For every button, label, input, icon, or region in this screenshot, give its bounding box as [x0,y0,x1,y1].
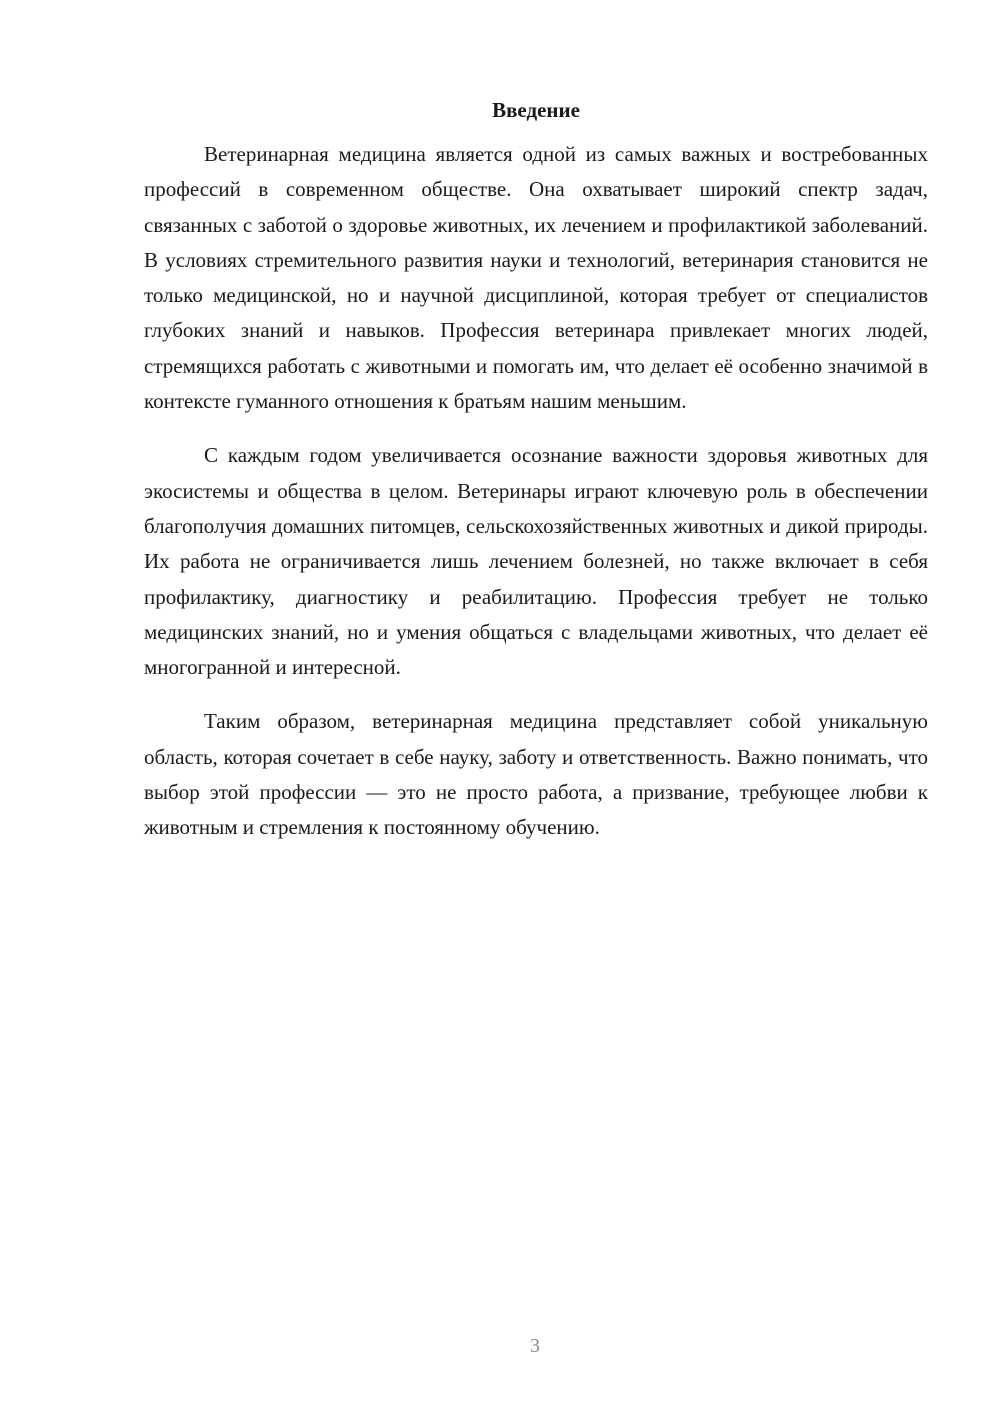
page-content [144,93,928,865]
paragraph-1: Ветеринарная медицина является одной из самых важных и востребованных профессий в современном обществе. Она охватывает широкий спектр задач, связанных с заботой о здоровье животных, их лечением и профилактикой заболеваний. В условиях стремительного развития науки и технологий, ветеринария становится не только медицинской, но и научной дисциплиной, которая требует от специалистов глубоких знаний и навыков. Профессия ветеринара привлекает многих людей, стремящихся работать с животными и помогать им, что делает её особенно значимой в контексте гуманного отношения к братьям нашим меньшим. [144,142,928,414]
page-number: 3 [530,1335,540,1357]
paragraph-3: Таким образом, ветеринарная медицина представляет собой уникальную область, которая сочетает в себе науку, заботу и ответственность. Важно понимать, что выбор этой профессии — это не просто работа, а призвание, требующее любви к животным и стремления к постоянному обучению. [144,709,928,840]
paragraph-2: С каждым годом увеличивается осознание важности здоровья животных для экосистемы и общества в целом. Ветеринары играют ключевую роль в обеспечении благополучия домашних питомцев, сельскохозяйственных животных и дикой природы. Их работа не ограничивается лишь лечением болезней, но также включает в себя профилактику, диагностику и реабилитацию. Профессия требует не только медицинских знаний, но и умения общаться с владельцами животных, что делает её многогранной и интересной. [144,443,928,680]
section-title: Введение [492,98,580,122]
